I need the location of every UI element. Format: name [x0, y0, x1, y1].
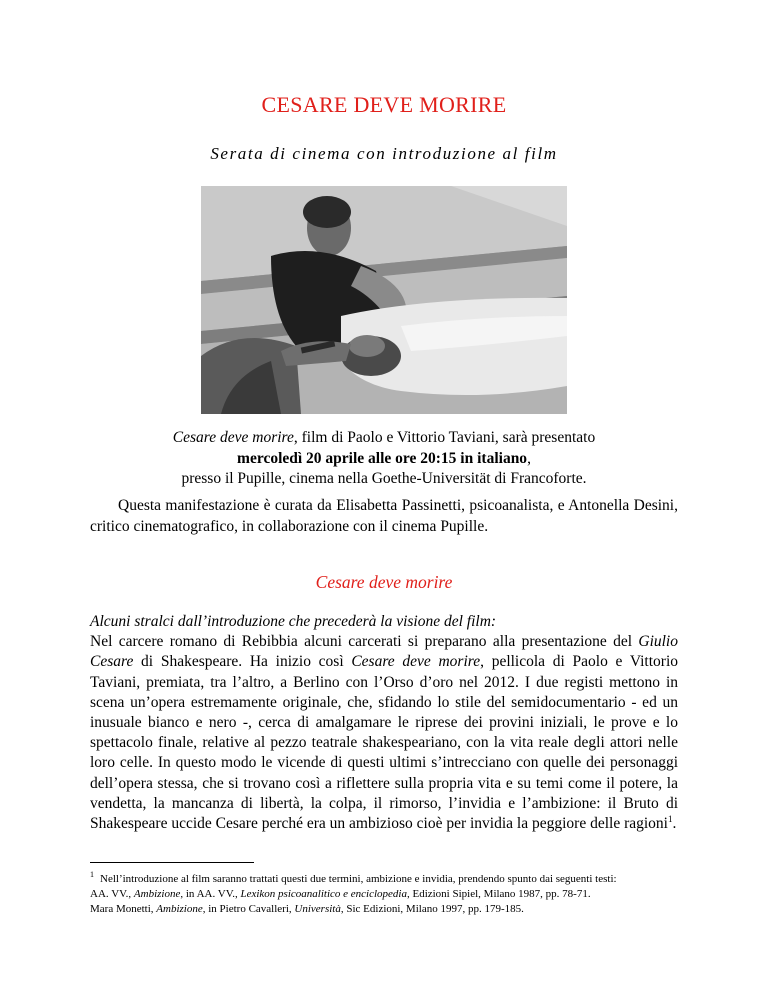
footnote-reference: 1: [667, 813, 673, 824]
screening-date: mercoledì 20 aprile alle ore 20:15 in italiano: [237, 449, 528, 467]
section-paragraph: Nel carcere romano di Rebibbia alcuni carcerati si preparano alla presentazione del Giulio Cesare di Shakespeare. Ha inizio così Cesare deve morire, pellicola di Paolo e Vittorio Taviani, premiata, tra l’altro, a Berlino con l’Orso d’oro nel 2012. I due registi mettono in scena un’opera estremamente originale, che, sfidando lo stile del semidocumentario - ed un inusuale bianco e nero -, cerca di amalgamare le riprese dei provini iniziali, le prove e lo spettacolo finale, relative al pezzo teatrale shakespeariano, con la vita reale degli attori nelle loro celle. In questo modo le vicende di questi ultimi s’intrecciano con quelle dei personaggi dell’opera stessa, che si trovano così a riflettere sulla propria vita e su temi come il potere, la vendetta, la mancanza di libertà, la colpa, il rimorso, l’invidia e l’ambizione: il Bruto di Shakespeare uccide Cesare perché era un ambizioso cioè per invidia la peggiore delle ragioni$^1$.: [90, 633, 679, 833]
footnote-1: $^1$ Nell’introduzione al film saranno trattati questi due termini, ambizione e invidia, prendendo spunto dai seguenti testi:: [90, 870, 617, 885]
film-still-photo: [201, 186, 567, 414]
page-title: CESARE DEVE MORIRE: [261, 92, 507, 117]
footnotes: [90, 872, 690, 917]
section-body: [90, 612, 678, 834]
page-subtitle: Serata di cinema con introduzione al film: [210, 144, 558, 163]
footnote-ref-2: Mara Monetti, Ambizione, in Pietro Cavalleri, Università, Sic Edizioni, Milano 1997, pp. 179-185.: [90, 903, 524, 915]
caption-line-2: mercoledì 20 aprile alle ore 20:15 in italiano,: [237, 449, 531, 467]
screening-caption: [0, 428, 768, 490]
section-heading: Cesare deve morire: [315, 572, 453, 592]
footnote-divider: [90, 862, 254, 863]
footnote-ref-1: AA. VV., Ambizione, in AA. VV., Lexikon psicoanalitico e enciclopedia, Edizioni Sipiel, Milano 1987, pp. 78-71.: [90, 888, 591, 900]
section-lead: Alcuni stralci dall’introduzione che precederà la visione del film:: [90, 613, 497, 630]
curator-paragraph: Questa manifestazione è curata da Elisabetta Passinetti, psicoanalista, e Antonella Desini, critico cinematografico, in collaborazione con il cinema Pupille.: [90, 497, 678, 535]
caption-film-title: Cesare deve morire: [172, 429, 294, 446]
caption-line-1: Cesare deve morire, film di Paolo e Vittorio Taviani, sarà presentato: [172, 429, 596, 446]
caption-line-3: presso il Pupille, cinema nella Goethe-Universität di Francoforte.: [181, 470, 587, 487]
